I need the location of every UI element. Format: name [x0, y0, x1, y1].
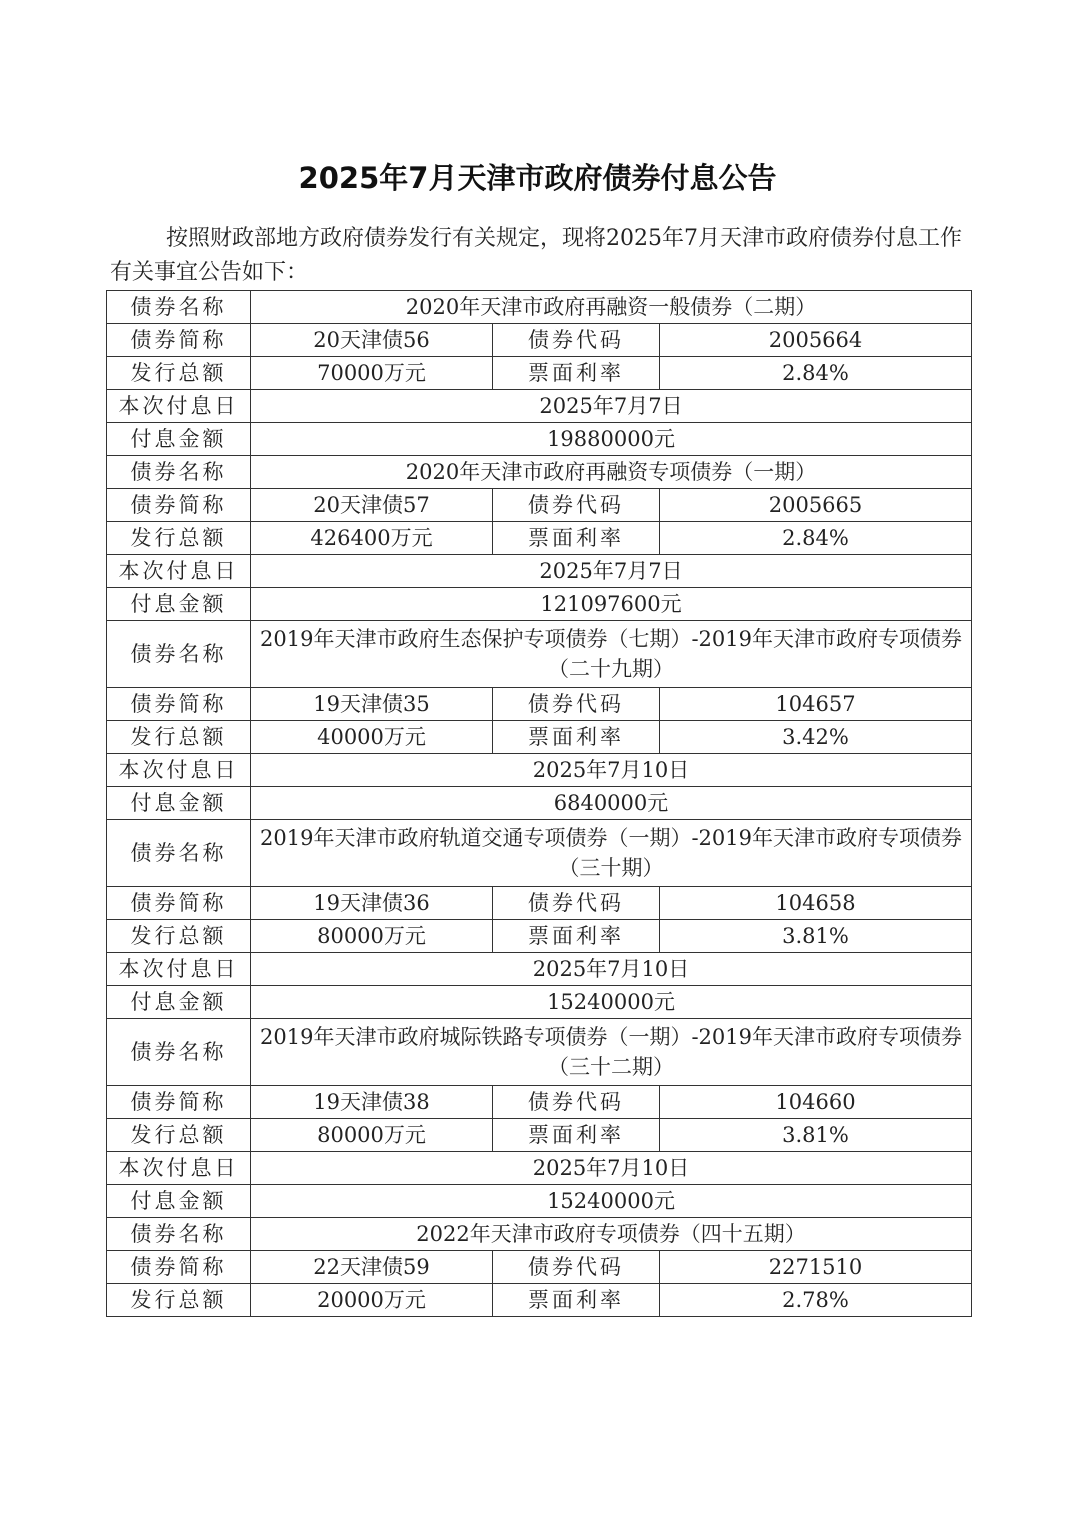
table-row — [107, 820, 972, 887]
table-row — [107, 1152, 972, 1185]
table-row — [107, 1284, 972, 1317]
bond-date-label: 本次付息日 — [107, 555, 251, 588]
bond-payment: 19880000元 — [251, 423, 972, 456]
table-row — [107, 522, 972, 555]
table-row — [107, 390, 972, 423]
bond-name: 2019年天津市政府轨道交通专项债券（一期）-2019年天津市政府专项债券（三十期） — [251, 820, 972, 887]
bond-short: 20天津债56 — [251, 324, 493, 357]
table-row — [107, 1185, 972, 1218]
bond-payment-label: 付息金额 — [107, 986, 251, 1019]
bond-amount: 80000万元 — [251, 920, 493, 953]
bond-amount-label: 发行总额 — [107, 920, 251, 953]
bond-date: 2025年7月10日 — [251, 1152, 972, 1185]
bond-name: 2020年天津市政府再融资专项债券（一期） — [251, 456, 972, 489]
bond-payment-label: 付息金额 — [107, 1185, 251, 1218]
bond-name-label: 债券名称 — [107, 1218, 251, 1251]
bond-amount: 20000万元 — [251, 1284, 493, 1317]
table-row — [107, 986, 972, 1019]
table-row — [107, 953, 972, 986]
table-row — [107, 754, 972, 787]
bond-short: 19天津债38 — [251, 1086, 493, 1119]
bond-code-label: 债券代码 — [493, 887, 660, 920]
intro-paragraph: 按照财政部地方政府债券发行有关规定，现将2025年7月天津市政府债券付息工作有关事宜公告如下： — [110, 226, 962, 285]
table-row — [107, 456, 972, 489]
bond-table — [106, 290, 972, 1317]
bond-amount: 80000万元 — [251, 1119, 493, 1152]
bond-rate-label: 票面利率 — [493, 721, 660, 754]
table-row — [107, 688, 972, 721]
table-row — [107, 489, 972, 522]
bond-date: 2025年7月7日 — [251, 555, 972, 588]
table-row — [107, 887, 972, 920]
bond-rate: 3.42% — [660, 721, 972, 754]
bond-code-label: 债券代码 — [493, 688, 660, 721]
bond-payment: 15240000元 — [251, 1185, 972, 1218]
table-row — [107, 920, 972, 953]
bond-short-label: 债券简称 — [107, 688, 251, 721]
bond-rate-label: 票面利率 — [493, 1284, 660, 1317]
table-row — [107, 1251, 972, 1284]
bond-rate-label: 票面利率 — [493, 357, 660, 390]
bond-date: 2025年7月7日 — [251, 390, 972, 423]
bond-short: 22天津债59 — [251, 1251, 493, 1284]
bond-date-label: 本次付息日 — [107, 390, 251, 423]
bond-short-label: 债券简称 — [107, 489, 251, 522]
bond-rate-label: 票面利率 — [493, 920, 660, 953]
bond-code-label: 债券代码 — [493, 1086, 660, 1119]
table-row — [107, 555, 972, 588]
bond-short: 19天津债35 — [251, 688, 493, 721]
bond-short: 19天津债36 — [251, 887, 493, 920]
bond-payment-label: 付息金额 — [107, 423, 251, 456]
bond-short: 20天津债57 — [251, 489, 493, 522]
bond-name-label: 债券名称 — [107, 291, 251, 324]
bond-code: 2271510 — [660, 1251, 972, 1284]
bond-payment: 121097600元 — [251, 588, 972, 621]
bond-amount-label: 发行总额 — [107, 721, 251, 754]
bond-date: 2025年7月10日 — [251, 754, 972, 787]
bond-rate: 2.84% — [660, 522, 972, 555]
bond-code: 2005664 — [660, 324, 972, 357]
table-row — [107, 291, 972, 324]
bond-name-label: 债券名称 — [107, 820, 251, 887]
table-row — [107, 721, 972, 754]
bond-date-label: 本次付息日 — [107, 953, 251, 986]
table-row — [107, 787, 972, 820]
table-row — [107, 357, 972, 390]
bond-rate: 2.78% — [660, 1284, 972, 1317]
bond-amount-label: 发行总额 — [107, 1119, 251, 1152]
bond-code: 104660 — [660, 1086, 972, 1119]
bond-payment-label: 付息金额 — [107, 787, 251, 820]
bond-name-label: 债券名称 — [107, 621, 251, 688]
bond-name: 2020年天津市政府再融资一般债券（二期） — [251, 291, 972, 324]
bond-name-label: 债券名称 — [107, 1019, 251, 1086]
table-row — [107, 588, 972, 621]
table-row — [107, 1086, 972, 1119]
bond-amount-label: 发行总额 — [107, 357, 251, 390]
bond-payment-label: 付息金额 — [107, 588, 251, 621]
table-row — [107, 621, 972, 688]
bond-rate: 2.84% — [660, 357, 972, 390]
bond-code-label: 债券代码 — [493, 324, 660, 357]
bond-rate-label: 票面利率 — [493, 1119, 660, 1152]
bond-short-label: 债券简称 — [107, 887, 251, 920]
bond-amount: 426400万元 — [251, 522, 493, 555]
bond-date-label: 本次付息日 — [107, 1152, 251, 1185]
bond-date-label: 本次付息日 — [107, 754, 251, 787]
bond-amount: 70000万元 — [251, 357, 493, 390]
bond-rate: 3.81% — [660, 920, 972, 953]
bond-rate: 3.81% — [660, 1119, 972, 1152]
page-title: 2025年7月天津市政府债券付息公告 — [298, 161, 777, 195]
table-row — [107, 1218, 972, 1251]
bond-code: 104658 — [660, 887, 972, 920]
bond-name: 2019年天津市政府生态保护专项债券（七期）-2019年天津市政府专项债券（二十九期） — [251, 621, 972, 688]
table-row — [107, 423, 972, 456]
bond-date: 2025年7月10日 — [251, 953, 972, 986]
bond-code: 104657 — [660, 688, 972, 721]
bond-amount-label: 发行总额 — [107, 522, 251, 555]
bond-name-label: 债券名称 — [107, 456, 251, 489]
bond-code: 2005665 — [660, 489, 972, 522]
bond-name: 2019年天津市政府城际铁路专项债券（一期）-2019年天津市政府专项债券（三十二期） — [251, 1019, 972, 1086]
bond-rate-label: 票面利率 — [493, 522, 660, 555]
bond-short-label: 债券简称 — [107, 1086, 251, 1119]
bond-name: 2022年天津市政府专项债券（四十五期） — [251, 1218, 972, 1251]
bond-payment: 15240000元 — [251, 986, 972, 1019]
table-row — [107, 1119, 972, 1152]
bond-amount: 40000万元 — [251, 721, 493, 754]
bond-short-label: 债券简称 — [107, 1251, 251, 1284]
bond-payment: 6840000元 — [251, 787, 972, 820]
table-row — [107, 324, 972, 357]
bond-code-label: 债券代码 — [493, 1251, 660, 1284]
bond-code-label: 债券代码 — [493, 489, 660, 522]
table-row — [107, 1019, 972, 1086]
bond-amount-label: 发行总额 — [107, 1284, 251, 1317]
bond-short-label: 债券简称 — [107, 324, 251, 357]
